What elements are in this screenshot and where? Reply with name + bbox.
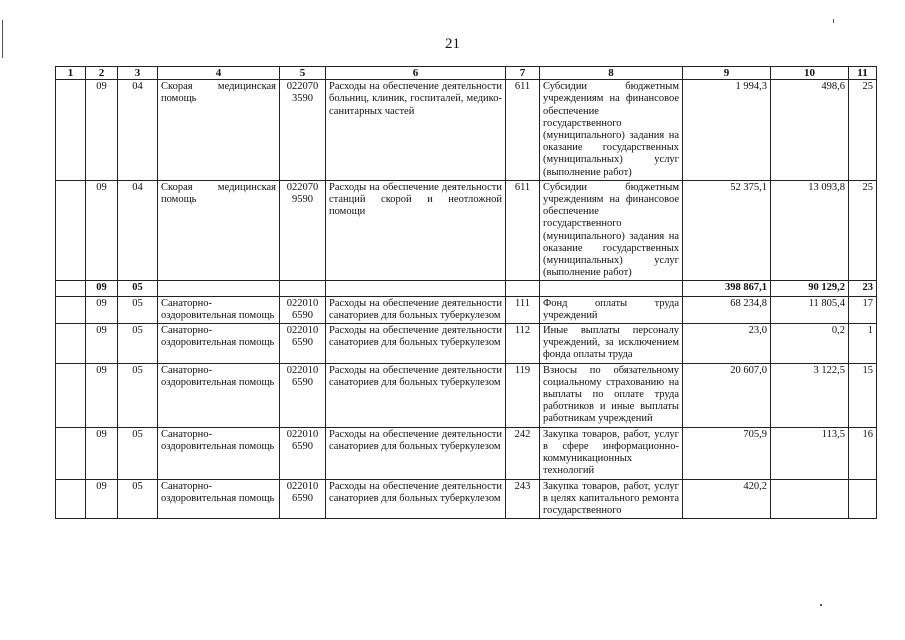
target-article-code: 022010 6590	[280, 363, 326, 427]
table-row	[56, 296, 877, 323]
target-article-name	[326, 281, 506, 296]
budget-table	[55, 66, 877, 519]
section-code: 09	[86, 324, 118, 364]
section-code: 09	[86, 363, 118, 427]
target-article-name: Расходы на обеспечение деятельности больниц, клиник, госпиталей, медико-санитарных частей	[326, 80, 506, 181]
expense-type-name: Закупка товаров, работ, услуг в сфере информационно-коммуникационных технологий	[540, 427, 683, 479]
expense-type-name: Иные выплаты персоналу учреждений, за исключением фонда оплаты труда	[540, 324, 683, 364]
approved-amount: 68 234,8	[683, 296, 771, 323]
table-row	[56, 180, 877, 281]
expense-type-code: 611	[506, 80, 540, 181]
subsection-name: Скорая медицинская помощь	[158, 80, 280, 181]
subsection-code: 05	[118, 281, 158, 296]
expense-type-code: 611	[506, 180, 540, 281]
col1-cell	[56, 324, 86, 364]
subsection-name: Санаторно-оздоровительная помощь	[158, 479, 280, 519]
approved-amount: 398 867,1	[683, 281, 771, 296]
expense-type-code: 112	[506, 324, 540, 364]
expense-type-name: Субсидии бюджетным учреждениям на финансовое обеспечение государственного (муниципального) задания на оказание государственных (муниципальных) услуг (выполнение работ)	[540, 180, 683, 281]
approved-amount: 420,2	[683, 479, 771, 519]
subsection-code: 05	[118, 427, 158, 479]
col1-cell	[56, 363, 86, 427]
execution-percent: 25	[849, 80, 877, 181]
execution-percent	[849, 479, 877, 519]
subtotal-row	[56, 281, 877, 296]
executed-amount: 90 129,2	[771, 281, 849, 296]
expense-type-code: 243	[506, 479, 540, 519]
table-row	[56, 324, 877, 364]
header-cell: 5	[280, 67, 326, 80]
header-cell: 10	[771, 67, 849, 80]
header-cell: 8	[540, 67, 683, 80]
scan-mark-left	[2, 20, 3, 58]
page-number: 21	[445, 36, 460, 52]
header-cell: 11	[849, 67, 877, 80]
target-article-name: Расходы на обеспечение деятельности станций скорой и неотложной помощи	[326, 180, 506, 281]
subsection-code: 05	[118, 479, 158, 519]
header-cell: 6	[326, 67, 506, 80]
subsection-code: 04	[118, 180, 158, 281]
subsection-name: Санаторно-оздоровительная помощь	[158, 296, 280, 323]
approved-amount: 705,9	[683, 427, 771, 479]
section-code: 09	[86, 296, 118, 323]
target-article-name: Расходы на обеспечение деятельности санаториев для больных туберкулезом	[326, 479, 506, 519]
expense-type-code: 111	[506, 296, 540, 323]
executed-amount: 498,6	[771, 80, 849, 181]
expense-type-code	[506, 281, 540, 296]
expense-type-name: Фонд оплаты труда учреждений	[540, 296, 683, 323]
target-article-name: Расходы на обеспечение деятельности санаториев для больных туберкулезом	[326, 296, 506, 323]
execution-percent: 16	[849, 427, 877, 479]
subsection-code: 05	[118, 296, 158, 323]
target-article-code: 022070 3590	[280, 80, 326, 181]
approved-amount: 20 607,0	[683, 363, 771, 427]
subsection-code: 05	[118, 363, 158, 427]
scan-mark-bottom-right	[820, 604, 822, 606]
expense-type-code: 242	[506, 427, 540, 479]
approved-amount: 52 375,1	[683, 180, 771, 281]
approved-amount: 23,0	[683, 324, 771, 364]
subsection-name: Скорая медицинская помощь	[158, 180, 280, 281]
execution-percent: 17	[849, 296, 877, 323]
execution-percent: 15	[849, 363, 877, 427]
table-row	[56, 363, 877, 427]
col1-cell	[56, 479, 86, 519]
subsection-code: 05	[118, 324, 158, 364]
executed-amount: 13 093,8	[771, 180, 849, 281]
executed-amount: 11 805,4	[771, 296, 849, 323]
target-article-name: Расходы на обеспечение деятельности санаториев для больных туберкулезом	[326, 363, 506, 427]
col1-cell	[56, 180, 86, 281]
header-cell: 3	[118, 67, 158, 80]
expense-type-code: 119	[506, 363, 540, 427]
section-code: 09	[86, 80, 118, 181]
section-code: 09	[86, 180, 118, 281]
header-cell: 7	[506, 67, 540, 80]
header-cell: 9	[683, 67, 771, 80]
header-cell: 1	[56, 67, 86, 80]
executed-amount: 3 122,5	[771, 363, 849, 427]
target-article-code: 022010 6590	[280, 324, 326, 364]
execution-percent: 25	[849, 180, 877, 281]
target-article-code: 022010 6590	[280, 296, 326, 323]
expense-type-name: Закупка товаров, работ, услуг в целях капитального ремонта государственного	[540, 479, 683, 519]
expense-type-name: Субсидии бюджетным учреждениям на финансовое обеспечение государственного (муниципального) задания на оказание государственных (муниципальных) услуг (выполнение работ)	[540, 80, 683, 181]
col1-cell	[56, 80, 86, 181]
subsection-name: Санаторно-оздоровительная помощь	[158, 324, 280, 364]
header-cell: 4	[158, 67, 280, 80]
section-code: 09	[86, 479, 118, 519]
executed-amount: 0,2	[771, 324, 849, 364]
executed-amount: 113,5	[771, 427, 849, 479]
scan-mark-top-right	[833, 19, 834, 23]
subsection-code: 04	[118, 80, 158, 181]
header-row	[56, 67, 877, 80]
approved-amount: 1 994,3	[683, 80, 771, 181]
expense-type-name	[540, 281, 683, 296]
table-row	[56, 479, 877, 519]
execution-percent: 1	[849, 324, 877, 364]
subsection-name: Санаторно-оздоровительная помощь	[158, 427, 280, 479]
expense-type-name: Взносы по обязательному социальному страхованию на выплаты по оплате труда работников и иные выплаты работникам учреждений	[540, 363, 683, 427]
col1-cell	[56, 281, 86, 296]
header-cell: 2	[86, 67, 118, 80]
section-code: 09	[86, 427, 118, 479]
col1-cell	[56, 296, 86, 323]
target-article-code: 022010 6590	[280, 479, 326, 519]
col1-cell	[56, 427, 86, 479]
section-code: 09	[86, 281, 118, 296]
executed-amount	[771, 479, 849, 519]
execution-percent: 23	[849, 281, 877, 296]
subsection-name: Санаторно-оздоровительная помощь	[158, 363, 280, 427]
target-article-code: 022010 6590	[280, 427, 326, 479]
target-article-name: Расходы на обеспечение деятельности санаториев для больных туберкулезом	[326, 324, 506, 364]
table-row	[56, 80, 877, 181]
table-row	[56, 427, 877, 479]
target-article-name: Расходы на обеспечение деятельности санаториев для больных туберкулезом	[326, 427, 506, 479]
target-article-code: 022070 9590	[280, 180, 326, 281]
target-article-code	[280, 281, 326, 296]
subsection-name	[158, 281, 280, 296]
